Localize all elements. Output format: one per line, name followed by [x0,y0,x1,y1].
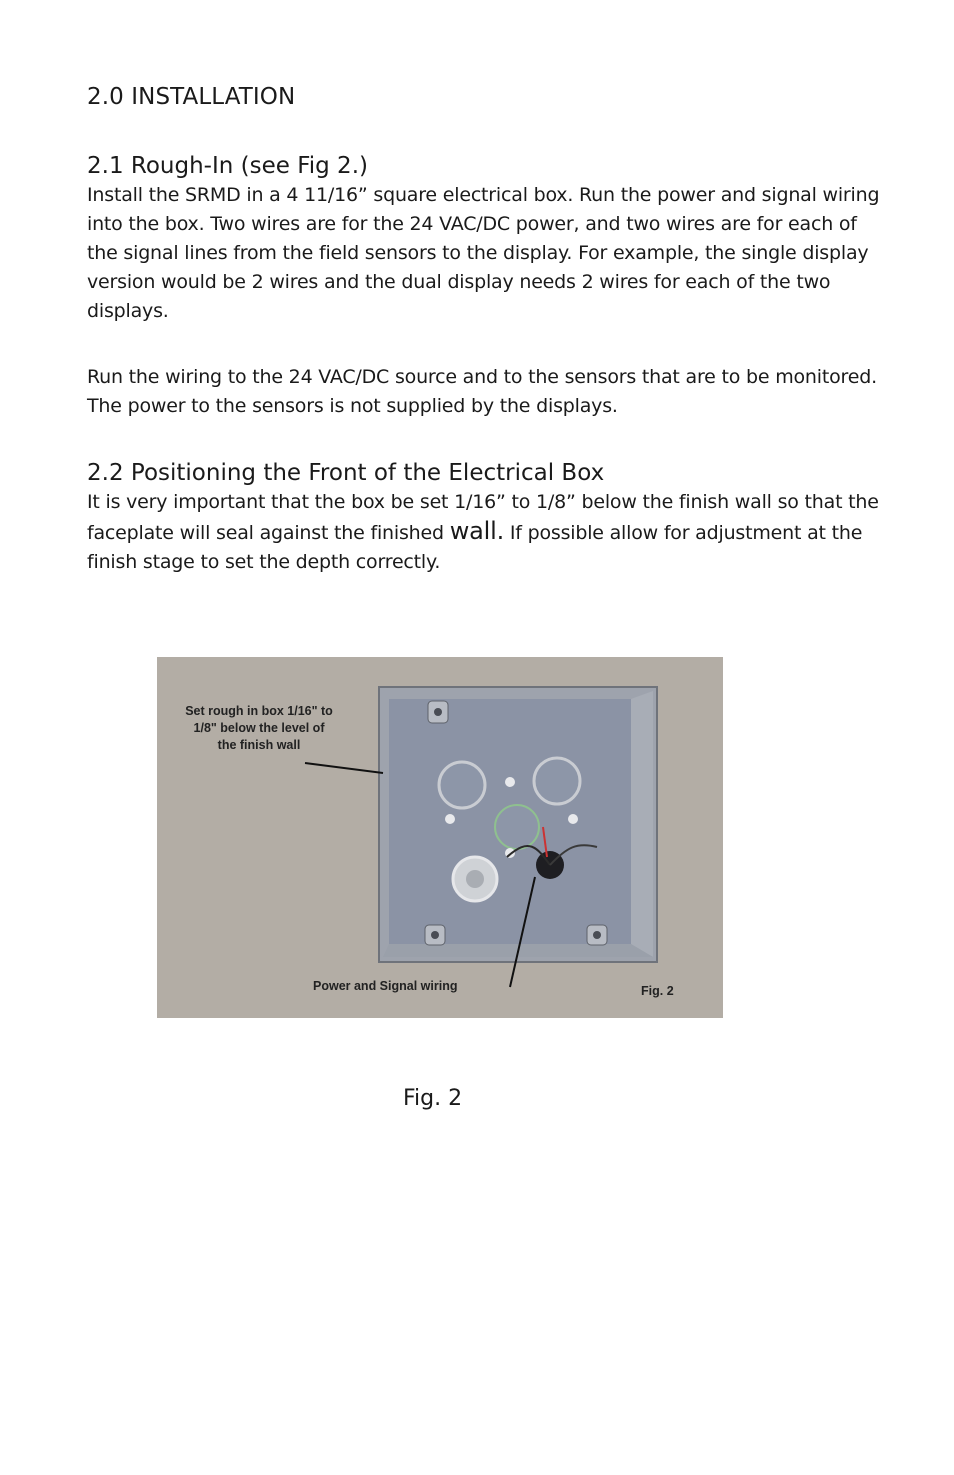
rough-in-paragraph-2: Run the wiring to the 24 VAC/DC source and to the sensors that are to be monitored. The power to the sensors is not supplied by the displays. [87,366,877,417]
annotation-line-2: 1/8" below the level of [193,721,325,735]
rough-in-section-continued [87,363,887,421]
rough-in-section [87,151,887,326]
positioning-heading: 2.2 Positioning the Front of the Electrical Box [87,460,605,486]
wiring-label: Power and Signal wiring [313,979,458,993]
rough-in-paragraph-1: Install the SRMD in a 4 11/16” square electrical box. Run the power and signal wiring into the box. Two wires are for the 24 VAC/DC power, and two wires are for each of the signal lines from the field sensors to the display. For example, the single display version would be 2 wires and the dual display needs 2 wires for each of the two displays. [87,184,880,322]
installation-heading: 2.0 INSTALLATION [87,84,296,110]
electrical-box-photo [157,657,723,1018]
positioning-text-start: It is very important that the box be set 1/16” to 1/8” below the finish wall so that the faceplate will seal against the finished [87,491,879,544]
annotation-line-1: Set rough in box 1/16" to [185,704,333,718]
annotation-line-3: the finish wall [217,738,301,752]
figure-inset-label: Fig. 2 [641,984,674,998]
positioning-text-end: If possible allow for adjustment at the finish stage to set the depth correctly. [87,522,863,573]
figure-caption: Fig. 2 [403,1086,463,1111]
electrical-box-illustration [157,657,723,1018]
rough-in-heading: 2.1 Rough-In (see Fig 2.) [87,153,368,179]
positioning-paragraph [87,488,887,577]
positioning-section [87,458,887,577]
positioning-text-emphasis: wall. [449,517,505,545]
